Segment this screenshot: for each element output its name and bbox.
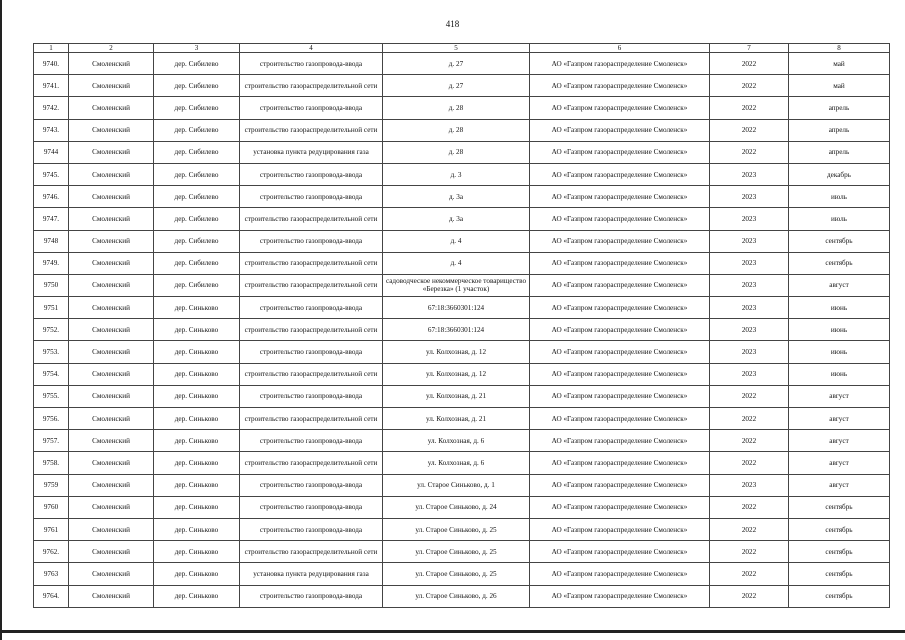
row-number-cell: 9764. <box>34 585 69 607</box>
year-cell: 2023 <box>710 319 789 341</box>
column-header: 3 <box>154 44 240 53</box>
year-cell: 2022 <box>710 518 789 540</box>
district-cell: Смоленский <box>69 518 154 540</box>
district-cell: Смоленский <box>69 53 154 75</box>
settlement-cell: дер. Синьково <box>154 341 240 363</box>
table-row <box>34 230 890 252</box>
month-cell: апрель <box>789 141 890 163</box>
address-cell: д. 28 <box>383 97 530 119</box>
work-type-cell: строительство газораспределительной сети <box>240 75 383 97</box>
year-cell: 2023 <box>710 208 789 230</box>
row-number-cell: 9751 <box>34 297 69 319</box>
organization-cell: АО «Газпром газораспределение Смоленск» <box>530 408 710 430</box>
work-type-cell: строительство газораспределительной сети <box>240 208 383 230</box>
address-cell: ул. Старое Синьково, д. 25 <box>383 563 530 585</box>
district-cell: Смоленский <box>69 141 154 163</box>
table-row <box>34 163 890 185</box>
table-row <box>34 297 890 319</box>
year-cell: 2022 <box>710 97 789 119</box>
month-cell: сентябрь <box>789 563 890 585</box>
organization-cell: АО «Газпром газораспределение Смоленск» <box>530 97 710 119</box>
organization-cell: АО «Газпром газораспределение Смоленск» <box>530 563 710 585</box>
settlement-cell: дер. Синьково <box>154 496 240 518</box>
address-cell: д. 4 <box>383 252 530 274</box>
row-number-cell: 9744 <box>34 141 69 163</box>
table-row <box>34 430 890 452</box>
row-number-cell: 9747. <box>34 208 69 230</box>
work-type-cell: строительство газопровода-ввода <box>240 585 383 607</box>
settlement-cell: дер. Синьково <box>154 385 240 407</box>
settlement-cell: дер. Сибилево <box>154 97 240 119</box>
address-cell: д. 4 <box>383 230 530 252</box>
column-header: 7 <box>710 44 789 53</box>
district-cell: Смоленский <box>69 186 154 208</box>
address-cell: ул. Старое Синьково, д. 25 <box>383 541 530 563</box>
column-header: 6 <box>530 44 710 53</box>
address-cell: д. 3а <box>383 186 530 208</box>
year-cell: 2022 <box>710 385 789 407</box>
row-number-cell: 9742. <box>34 97 69 119</box>
organization-cell: АО «Газпром газораспределение Смоленск» <box>530 319 710 341</box>
address-cell: ул. Колхозная, д. 12 <box>383 341 530 363</box>
district-cell: Смоленский <box>69 252 154 274</box>
work-type-cell: строительство газопровода-ввода <box>240 430 383 452</box>
district-cell: Смоленский <box>69 75 154 97</box>
table-row <box>34 141 890 163</box>
work-type-cell: строительство газопровода-ввода <box>240 186 383 208</box>
organization-cell: АО «Газпром газораспределение Смоленск» <box>530 252 710 274</box>
year-cell: 2022 <box>710 585 789 607</box>
settlement-cell: дер. Синьково <box>154 518 240 540</box>
organization-cell: АО «Газпром газораспределение Смоленск» <box>530 163 710 185</box>
work-type-cell: строительство газопровода-ввода <box>240 53 383 75</box>
settlement-cell: дер. Сибилево <box>154 141 240 163</box>
year-cell: 2022 <box>710 430 789 452</box>
work-type-cell: установка пункта редуцирования газа <box>240 563 383 585</box>
district-cell: Смоленский <box>69 319 154 341</box>
month-cell: сентябрь <box>789 585 890 607</box>
organization-cell: АО «Газпром газораспределение Смоленск» <box>530 297 710 319</box>
work-type-cell: строительство газораспределительной сети <box>240 119 383 141</box>
district-cell: Смоленский <box>69 274 154 296</box>
organization-cell: АО «Газпром газораспределение Смоленск» <box>530 474 710 496</box>
row-number-cell: 9760 <box>34 496 69 518</box>
district-cell: Смоленский <box>69 385 154 407</box>
district-cell: Смоленский <box>69 563 154 585</box>
address-cell: 67:18:3660301:124 <box>383 319 530 341</box>
row-number-cell: 9752. <box>34 319 69 341</box>
column-header: 4 <box>240 44 383 53</box>
table-row <box>34 585 890 607</box>
district-cell: Смоленский <box>69 496 154 518</box>
table-row <box>34 53 890 75</box>
column-header: 8 <box>789 44 890 53</box>
year-cell: 2023 <box>710 274 789 296</box>
organization-cell: АО «Газпром газораспределение Смоленск» <box>530 385 710 407</box>
work-type-cell: строительство газораспределительной сети <box>240 319 383 341</box>
column-header: 1 <box>34 44 69 53</box>
month-cell: июнь <box>789 341 890 363</box>
table-row <box>34 208 890 230</box>
organization-cell: АО «Газпром газораспределение Смоленск» <box>530 496 710 518</box>
table-row <box>34 319 890 341</box>
month-cell: сентябрь <box>789 252 890 274</box>
address-cell: ул. Старое Синьково, д. 26 <box>383 585 530 607</box>
district-cell: Смоленский <box>69 208 154 230</box>
year-cell: 2022 <box>710 408 789 430</box>
table-row <box>34 541 890 563</box>
settlement-cell: дер. Сибилево <box>154 163 240 185</box>
month-cell: декабрь <box>789 163 890 185</box>
row-number-cell: 9754. <box>34 363 69 385</box>
row-number-cell: 9763 <box>34 563 69 585</box>
address-cell: 67:18:3660301:124 <box>383 297 530 319</box>
row-number-cell: 9757. <box>34 430 69 452</box>
settlement-cell: дер. Сибилево <box>154 230 240 252</box>
settlement-cell: дер. Сибилево <box>154 252 240 274</box>
row-number-cell: 9740. <box>34 53 69 75</box>
scan-bottom-border <box>0 630 905 633</box>
organization-cell: АО «Газпром газораспределение Смоленск» <box>530 230 710 252</box>
organization-cell: АО «Газпром газораспределение Смоленск» <box>530 208 710 230</box>
work-type-cell: строительство газопровода-ввода <box>240 97 383 119</box>
table-row <box>34 363 890 385</box>
table-row <box>34 385 890 407</box>
table-row <box>34 452 890 474</box>
settlement-cell: дер. Синьково <box>154 452 240 474</box>
organization-cell: АО «Газпром газораспределение Смоленск» <box>530 518 710 540</box>
work-type-cell: строительство газопровода-ввода <box>240 518 383 540</box>
month-cell: июль <box>789 208 890 230</box>
settlement-cell: дер. Сибилево <box>154 53 240 75</box>
column-number-header-row <box>34 44 890 53</box>
month-cell: август <box>789 430 890 452</box>
address-cell: д. 3 <box>383 163 530 185</box>
year-cell: 2022 <box>710 119 789 141</box>
address-cell: ул. Колхозная, д. 21 <box>383 408 530 430</box>
work-type-cell: строительство газораспределительной сети <box>240 452 383 474</box>
settlement-cell: дер. Сибилево <box>154 208 240 230</box>
month-cell: сентябрь <box>789 230 890 252</box>
address-cell: ул. Колхозная, д. 6 <box>383 430 530 452</box>
row-number-cell: 9749. <box>34 252 69 274</box>
table-row <box>34 563 890 585</box>
month-cell: июль <box>789 186 890 208</box>
year-cell: 2022 <box>710 496 789 518</box>
year-cell: 2023 <box>710 341 789 363</box>
table-row <box>34 119 890 141</box>
settlement-cell: дер. Синьково <box>154 408 240 430</box>
work-type-cell: строительство газораспределительной сети <box>240 252 383 274</box>
row-number-cell: 9753. <box>34 341 69 363</box>
district-cell: Смоленский <box>69 341 154 363</box>
settlement-cell: дер. Сибилево <box>154 186 240 208</box>
year-cell: 2022 <box>710 563 789 585</box>
year-cell: 2023 <box>710 363 789 385</box>
year-cell: 2023 <box>710 297 789 319</box>
organization-cell: АО «Газпром газораспределение Смоленск» <box>530 75 710 97</box>
organization-cell: АО «Газпром газораспределение Смоленск» <box>530 141 710 163</box>
district-cell: Смоленский <box>69 585 154 607</box>
address-cell: садоводческое некоммерческое товарищество «Березка» (1 участок) <box>383 274 530 296</box>
table-row <box>34 474 890 496</box>
work-type-cell: строительство газораспределительной сети <box>240 541 383 563</box>
year-cell: 2023 <box>710 252 789 274</box>
address-cell: ул. Колхозная, д. 21 <box>383 385 530 407</box>
settlement-cell: дер. Синьково <box>154 474 240 496</box>
year-cell: 2023 <box>710 474 789 496</box>
year-cell: 2022 <box>710 141 789 163</box>
organization-cell: АО «Газпром газораспределение Смоленск» <box>530 541 710 563</box>
month-cell: август <box>789 452 890 474</box>
work-type-cell: строительство газопровода-ввода <box>240 297 383 319</box>
address-cell: ул. Старое Синьково, д. 25 <box>383 518 530 540</box>
table-row <box>34 408 890 430</box>
district-cell: Смоленский <box>69 430 154 452</box>
organization-cell: АО «Газпром газораспределение Смоленск» <box>530 585 710 607</box>
organization-cell: АО «Газпром газораспределение Смоленск» <box>530 274 710 296</box>
organization-cell: АО «Газпром газораспределение Смоленск» <box>530 363 710 385</box>
year-cell: 2022 <box>710 53 789 75</box>
month-cell: август <box>789 474 890 496</box>
settlement-cell: дер. Синьково <box>154 363 240 385</box>
address-cell: д. 3а <box>383 208 530 230</box>
work-type-cell: строительство газопровода-ввода <box>240 385 383 407</box>
page-number: 418 <box>445 19 460 29</box>
settlement-cell: дер. Синьково <box>154 297 240 319</box>
row-number-cell: 9741. <box>34 75 69 97</box>
month-cell: август <box>789 385 890 407</box>
month-cell: май <box>789 53 890 75</box>
table-row <box>34 97 890 119</box>
settlement-cell: дер. Синьково <box>154 585 240 607</box>
organization-cell: АО «Газпром газораспределение Смоленск» <box>530 119 710 141</box>
district-cell: Смоленский <box>69 97 154 119</box>
work-type-cell: строительство газопровода-ввода <box>240 230 383 252</box>
registry-table <box>33 43 890 608</box>
district-cell: Смоленский <box>69 541 154 563</box>
month-cell: апрель <box>789 97 890 119</box>
year-cell: 2022 <box>710 541 789 563</box>
year-cell: 2022 <box>710 452 789 474</box>
organization-cell: АО «Газпром газораспределение Смоленск» <box>530 452 710 474</box>
month-cell: сентябрь <box>789 518 890 540</box>
work-type-cell: установка пункта редуцирования газа <box>240 141 383 163</box>
settlement-cell: дер. Синьково <box>154 430 240 452</box>
address-cell: ул. Старое Синьково, д. 24 <box>383 496 530 518</box>
district-cell: Смоленский <box>69 408 154 430</box>
table-row <box>34 518 890 540</box>
settlement-cell: дер. Сибилево <box>154 274 240 296</box>
work-type-cell: строительство газопровода-ввода <box>240 163 383 185</box>
address-cell: д. 28 <box>383 119 530 141</box>
organization-cell: АО «Газпром газораспределение Смоленск» <box>530 186 710 208</box>
row-number-cell: 9755. <box>34 385 69 407</box>
year-cell: 2023 <box>710 230 789 252</box>
month-cell: август <box>789 408 890 430</box>
table-body <box>34 53 890 608</box>
work-type-cell: строительство газопровода-ввода <box>240 474 383 496</box>
address-cell: д. 27 <box>383 75 530 97</box>
year-cell: 2022 <box>710 75 789 97</box>
column-header: 2 <box>69 44 154 53</box>
month-cell: август <box>789 274 890 296</box>
district-cell: Смоленский <box>69 363 154 385</box>
row-number-cell: 9761 <box>34 518 69 540</box>
year-cell: 2023 <box>710 163 789 185</box>
address-cell: д. 28 <box>383 141 530 163</box>
table-row <box>34 341 890 363</box>
month-cell: сентябрь <box>789 541 890 563</box>
row-number-cell: 9746. <box>34 186 69 208</box>
district-cell: Смоленский <box>69 230 154 252</box>
table-row <box>34 274 890 296</box>
row-number-cell: 9750 <box>34 274 69 296</box>
table-row <box>34 252 890 274</box>
work-type-cell: строительство газопровода-ввода <box>240 341 383 363</box>
district-cell: Смоленский <box>69 297 154 319</box>
address-cell: д. 27 <box>383 53 530 75</box>
row-number-cell: 9759 <box>34 474 69 496</box>
district-cell: Смоленский <box>69 163 154 185</box>
column-header: 5 <box>383 44 530 53</box>
settlement-cell: дер. Синьково <box>154 541 240 563</box>
month-cell: июнь <box>789 297 890 319</box>
settlement-cell: дер. Сибилево <box>154 75 240 97</box>
organization-cell: АО «Газпром газораспределение Смоленск» <box>530 53 710 75</box>
organization-cell: АО «Газпром газораспределение Смоленск» <box>530 341 710 363</box>
year-cell: 2023 <box>710 186 789 208</box>
row-number-cell: 9758. <box>34 452 69 474</box>
row-number-cell: 9748 <box>34 230 69 252</box>
row-number-cell: 9756. <box>34 408 69 430</box>
row-number-cell: 9745. <box>34 163 69 185</box>
district-cell: Смоленский <box>69 474 154 496</box>
address-cell: ул. Старое Синьково, д. 1 <box>383 474 530 496</box>
settlement-cell: дер. Синьково <box>154 319 240 341</box>
row-number-cell: 9762. <box>34 541 69 563</box>
table-row <box>34 75 890 97</box>
district-cell: Смоленский <box>69 119 154 141</box>
settlement-cell: дер. Синьково <box>154 563 240 585</box>
row-number-cell: 9743. <box>34 119 69 141</box>
work-type-cell: строительство газопровода-ввода <box>240 496 383 518</box>
month-cell: май <box>789 75 890 97</box>
work-type-cell: строительство газораспределительной сети <box>240 363 383 385</box>
scan-left-border <box>0 0 2 640</box>
month-cell: апрель <box>789 119 890 141</box>
month-cell: июнь <box>789 363 890 385</box>
table-row <box>34 186 890 208</box>
address-cell: ул. Колхозная, д. 6 <box>383 452 530 474</box>
table-row <box>34 496 890 518</box>
month-cell: сентябрь <box>789 496 890 518</box>
work-type-cell: строительство газораспределительной сети <box>240 274 383 296</box>
organization-cell: АО «Газпром газораспределение Смоленск» <box>530 430 710 452</box>
district-cell: Смоленский <box>69 452 154 474</box>
month-cell: июнь <box>789 319 890 341</box>
work-type-cell: строительство газораспределительной сети <box>240 408 383 430</box>
address-cell: ул. Колхозная, д. 12 <box>383 363 530 385</box>
settlement-cell: дер. Сибилево <box>154 119 240 141</box>
